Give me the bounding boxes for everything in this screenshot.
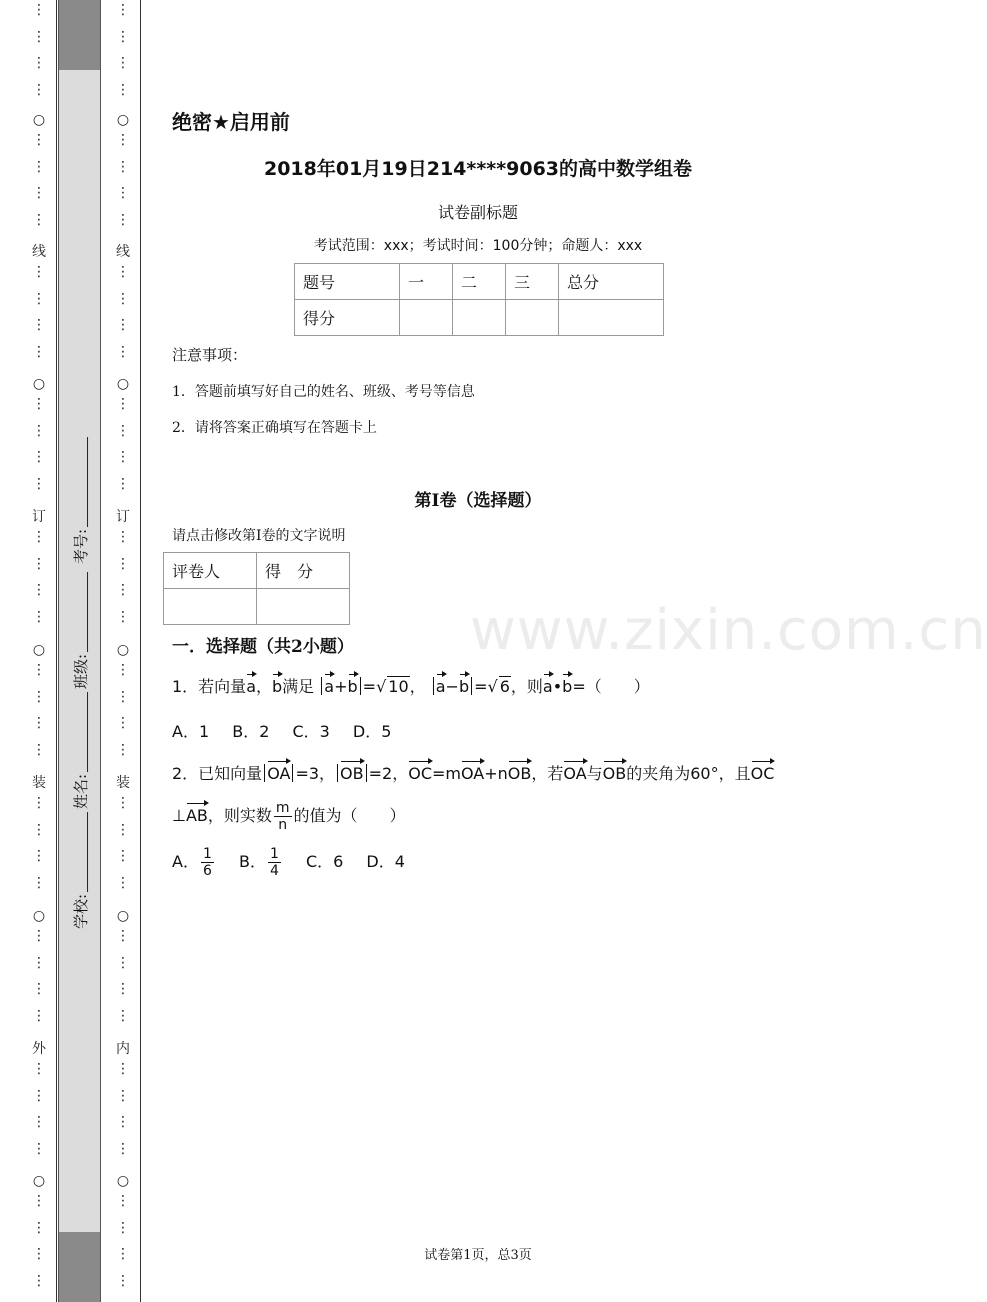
binding-dots: ⋮ [116,928,130,944]
table-cell: 得分 [295,300,400,336]
binding-dots: ⋮ [32,343,46,360]
binding-dots: ⋮ [32,185,46,201]
score-input-cell[interactable] [506,300,559,336]
confidential-label: 绝密★启用前 [172,110,290,134]
binding-dots: ⋮ [116,821,130,838]
table-cell: 二 [453,264,506,300]
binding-mark: ○ [32,908,46,924]
grader-input-cell[interactable] [164,589,257,625]
binding-dots: ⋮ [32,795,46,811]
binding-dots: ⋮ [32,1272,46,1289]
page-subtitle: 试卷副标题 [437,203,518,222]
binding-dots: ⋮ [116,1219,130,1236]
band-cap-top [59,0,100,70]
binding-dots: ⋮ [116,1140,130,1157]
binding-dots: ⋮ [116,1114,130,1130]
table-row [164,589,350,625]
binding-dots: ⋮ [116,396,130,412]
part-title: 一．选择题（共2小题） [172,637,354,657]
binding-dots: ⋮ [116,582,130,598]
binding-mark: 订 [116,509,130,525]
question-2: 2．已知向量 OA =3， OB =2，OC=mOA+nOB，若OA与OB的夹角为60°，且OC [172,764,775,783]
student-info-band [58,0,101,1302]
binding-dots: ⋮ [116,264,130,280]
binding-dots: ⋮ [116,132,130,148]
binding-mark: ○ [32,376,46,392]
binding-dots: ⋮ [32,158,46,175]
notice-item: 1．答题前填写好自己的姓名、班级、考号等信息 [172,384,475,400]
binding-dots: ⋮ [116,290,130,307]
binding-mark: 线 [32,244,46,260]
question-1-options[interactable]: A．1 B．2 C．3 D．5 [172,722,392,741]
notice-title: 注意事项： [172,346,248,364]
binding-dots: ⋮ [116,158,130,175]
binding-dots: ⋮ [32,715,46,731]
binding-dots: ⋮ [116,55,130,71]
binding-mark: ○ [116,376,130,392]
binding-dots: ⋮ [32,264,46,280]
binding-dots: ⋮ [116,1007,130,1024]
binding-dots: ⋮ [32,81,46,98]
binding-mark: ○ [32,112,46,128]
binding-dots: ⋮ [116,1246,130,1262]
exam-info: 考试范围：xxx；考试时间：100分钟；命题人：xxx [313,238,643,254]
table-cell: 总分 [559,264,664,300]
binding-dots: ⋮ [32,449,46,465]
binding-dots: ⋮ [32,688,46,705]
binding-dots: ⋮ [116,608,130,625]
binding-dots: ⋮ [32,1007,46,1024]
binding-dots: ⋮ [32,981,46,997]
binding-dots: ⋮ [32,1193,46,1209]
binding-mark: ○ [116,112,130,128]
binding-dots: ⋮ [116,211,130,228]
binding-dots: ⋮ [116,529,130,545]
binding-dots: ⋮ [32,582,46,598]
grader-input-cell[interactable] [257,589,350,625]
question-1: 1．若向量a，b满足 a+b =√ 10， a−b =√ 6，则a•b=（ ） [172,677,650,696]
outer-binding-marks [22,0,56,1302]
binding-dots: ⋮ [116,1193,130,1209]
binding-dots: ⋮ [32,1114,46,1130]
binding-dots: ⋮ [116,848,130,864]
exam-number-field[interactable]: 考号: [59,420,102,580]
binding-mark: 线 [116,244,130,260]
binding-dots: ⋮ [32,55,46,71]
binding-dots: ⋮ [32,954,46,971]
binding-dots: ⋮ [116,874,130,891]
binding-dots: ⋮ [116,1087,130,1104]
binding-dots: ⋮ [32,874,46,891]
table-row [295,264,664,300]
binding-dots: ⋮ [32,821,46,838]
table-cell: 一 [400,264,453,300]
binding-dots: ⋮ [116,185,130,201]
binding-dots: ⋮ [116,688,130,705]
binding-mark: 内 [116,1041,130,1057]
binding-dots: ⋮ [32,848,46,864]
binding-dots: ⋮ [32,529,46,545]
binding-dots: ⋮ [116,475,130,492]
binding-dots: ⋮ [32,396,46,412]
binding-dots: ⋮ [116,555,130,572]
binding-dots: ⋮ [116,81,130,98]
binding-dots: ⋮ [116,317,130,333]
fraction-m-n: $\frac{m}{n}$ [275,800,290,833]
binding-dots: ⋮ [32,662,46,678]
binding-dots: ⋮ [116,954,130,971]
class-field[interactable]: 班级: [59,560,102,700]
binding-dots: ⋮ [32,1140,46,1157]
inner-divider [140,0,141,1302]
table-cell: 题号 [295,264,400,300]
binding-dots: ⋮ [32,928,46,944]
binding-mark: 订 [32,509,46,525]
binding-dots: ⋮ [116,2,130,18]
binding-mark: 外 [32,1041,46,1057]
binding-dots: ⋮ [32,422,46,439]
binding-dots: ⋮ [32,132,46,148]
binding-mark: 装 [116,775,130,791]
inner-binding-marks [106,0,140,1302]
table-row [295,300,664,336]
binding-dots: ⋮ [32,1087,46,1104]
school-field[interactable]: 学校: [59,800,102,940]
band-cap-bottom [59,1232,100,1302]
question-2-options[interactable]: A． $\frac{1}{6}$ B． $\frac{1}{4}$ C．6 D．4 [172,846,405,879]
binding-mark: 装 [32,775,46,791]
page-title: 2018年01月19日214****9063的高中数学组卷 [263,158,693,180]
binding-dots: ⋮ [116,662,130,678]
binding-dots: ⋮ [116,422,130,439]
binding-dots: ⋮ [32,28,46,45]
table-cell: 得 分 [257,553,350,589]
binding-dots: ⋮ [116,741,130,758]
table-cell: 三 [506,264,559,300]
score-table [294,263,664,336]
binding-dots: ⋮ [32,475,46,492]
grader-table [163,552,350,625]
binding-dots: ⋮ [32,555,46,572]
binding-dots: ⋮ [32,1219,46,1236]
binding-dots: ⋮ [32,2,46,18]
binding-mark: ○ [32,1173,46,1189]
binding-dots: ⋮ [116,1272,130,1289]
binding-mark: ○ [116,1173,130,1189]
section-title: 第Ⅰ卷（选择题） [414,491,542,511]
binding-dots: ⋮ [116,981,130,997]
binding-dots: ⋮ [32,741,46,758]
watermark: www.zixin.com.cn [470,598,987,663]
binding-mark: ○ [32,642,46,658]
binding-dots: ⋮ [32,1061,46,1077]
binding-mark: ○ [116,908,130,924]
binding-dots: ⋮ [116,28,130,45]
binding-mark: ○ [116,642,130,658]
name-field[interactable]: 姓名: [59,680,102,820]
table-cell: 评卷人 [164,553,257,589]
score-input-cell[interactable] [400,300,453,336]
question-2-cont: ⊥AB，则实数 $\frac{m}{n}$ 的值为（ ） [172,800,406,833]
binding-dots: ⋮ [116,715,130,731]
binding-dots: ⋮ [32,317,46,333]
binding-dots: ⋮ [32,608,46,625]
score-input-cell[interactable] [559,300,664,336]
binding-dots: ⋮ [32,290,46,307]
score-input-cell[interactable] [453,300,506,336]
notice-item: 2．请将答案正确填写在答题卡上 [172,420,377,436]
binding-dots: ⋮ [116,795,130,811]
outer-divider [56,0,57,1302]
binding-dots: ⋮ [116,343,130,360]
section-hint[interactable]: 请点击修改第Ⅰ卷的文字说明 [172,528,346,544]
binding-dots: ⋮ [116,449,130,465]
binding-dots: ⋮ [32,211,46,228]
page-footer: 试卷第1页，总3页 [424,1248,532,1263]
binding-dots: ⋮ [116,1061,130,1077]
binding-dots: ⋮ [32,1246,46,1262]
table-row [164,553,350,589]
